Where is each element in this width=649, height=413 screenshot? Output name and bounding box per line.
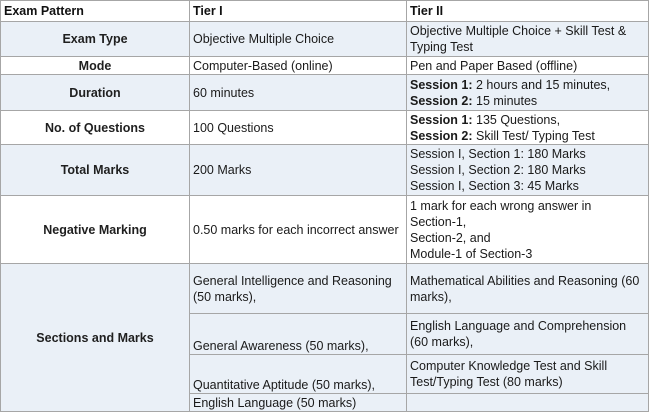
- tier1-section-cell: General Awareness (50 marks),: [190, 314, 407, 355]
- tier2-cell: [407, 111, 649, 145]
- session-1-line: [410, 77, 645, 93]
- row-mode: [1, 57, 649, 75]
- session-1-line: [410, 112, 645, 128]
- session-2-line: [410, 128, 645, 144]
- tier1-cell: Objective Multiple Choice: [190, 22, 407, 57]
- row-duration: [1, 75, 649, 111]
- session-2-value: Skill Test/ Typing Test: [472, 128, 595, 143]
- tier1-section-cell: Quantitative Aptitude (50 marks),: [190, 355, 407, 394]
- session-1-value: 2 hours and 15 minutes,: [472, 77, 611, 92]
- tier1-cell: 100 Questions: [190, 111, 407, 145]
- row-total-marks: [1, 145, 649, 196]
- row-questions: [1, 111, 649, 145]
- marks-line: Session I, Section 2: 180 Marks: [410, 163, 586, 177]
- negative-line: 1 mark for each wrong answer in: [410, 198, 592, 213]
- tier1-cell: 200 Marks: [190, 145, 407, 196]
- header-tier-2: Tier II: [407, 1, 649, 22]
- tier1-section-cell: General Intelligence and Reasoning (50 marks),: [190, 264, 407, 314]
- header-tier-1: Tier I: [190, 1, 407, 22]
- negative-line: Module-1 of Section-3: [410, 246, 533, 261]
- tier2-section-cell: Mathematical Abilities and Reasoning (60 marks),: [407, 264, 649, 314]
- row-sections-1: [1, 264, 649, 314]
- session-2-label: Session 2:: [410, 128, 473, 143]
- session-1-value: 135 Questions,: [472, 112, 561, 127]
- session-1-label: Session 1:: [410, 112, 473, 127]
- row-label: Sections and Marks: [1, 264, 190, 412]
- tier2-section-cell-empty: [407, 394, 649, 412]
- header-row: [1, 1, 649, 22]
- tier2-cell: Objective Multiple Choice + Skill Test & Typing Test: [407, 22, 649, 57]
- session-2-line: [410, 93, 645, 109]
- row-exam-type: [1, 22, 649, 57]
- tier2-cell: Pen and Paper Based (offline): [407, 57, 649, 75]
- tier2-section-cell: Computer Knowledge Test and Skill Test/Typing Test (80 marks): [407, 355, 649, 394]
- header-exam-pattern: Exam Pattern: [1, 1, 190, 22]
- tier1-cell: 0.50 marks for each incorrect answer: [190, 196, 407, 264]
- tier2-cell: [407, 145, 649, 196]
- row-label: Total Marks: [1, 145, 190, 196]
- row-label: Duration: [1, 75, 190, 111]
- session-1-label: Session 1:: [410, 77, 473, 92]
- marks-line: Session I, Section 1: 180 Marks: [410, 147, 586, 161]
- negative-line: Section-1,: [410, 214, 467, 229]
- tier1-cell: Computer-Based (online): [190, 57, 407, 75]
- negative-line: Section-2, and: [410, 230, 491, 245]
- tier1-section-cell: English Language (50 marks): [190, 394, 407, 412]
- tier2-section-cell: English Language and Comprehension (60 marks),: [407, 314, 649, 355]
- row-label: Exam Type: [1, 22, 190, 57]
- marks-line: Session I, Section 3: 45 Marks: [410, 179, 579, 193]
- row-negative-marking: [1, 196, 649, 264]
- session-2-value: 15 minutes: [472, 93, 538, 108]
- row-label: Negative Marking: [1, 196, 190, 264]
- tier2-cell: [407, 75, 649, 111]
- row-label: Mode: [1, 57, 190, 75]
- tier1-cell: 60 minutes: [190, 75, 407, 111]
- session-2-label: Session 2:: [410, 93, 473, 108]
- row-label: No. of Questions: [1, 111, 190, 145]
- tier2-cell: [407, 196, 649, 264]
